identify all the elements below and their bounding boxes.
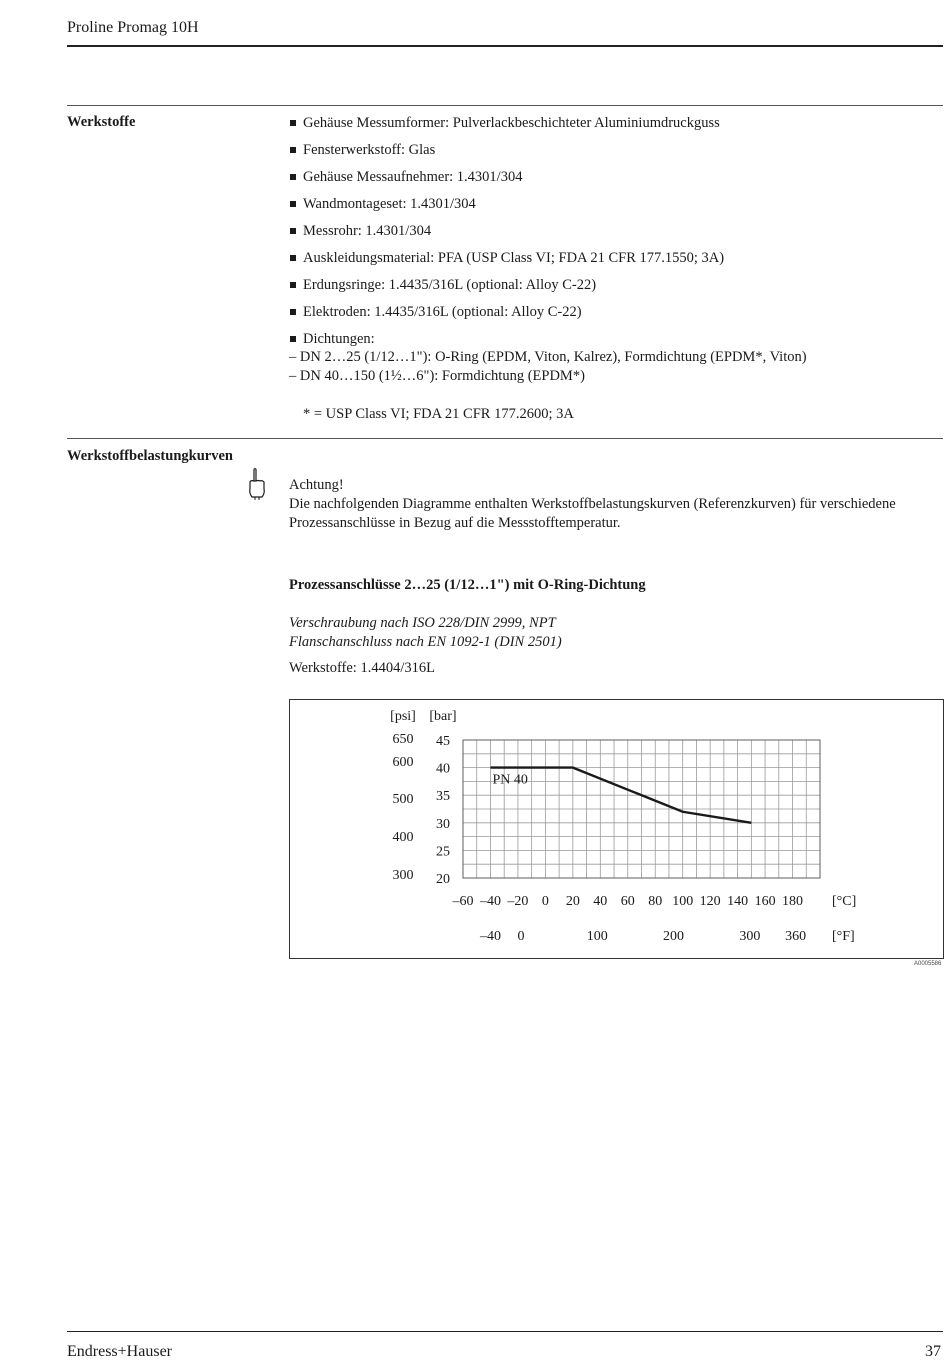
secondary-x-tick-label: 300 [739, 929, 761, 944]
x-tick-label: 100 [672, 894, 694, 909]
caution-note [289, 476, 943, 533]
list-item: Fensterwerkstoff: Glas [289, 141, 807, 168]
secondary-x-axis-label: [°F] [832, 929, 855, 944]
y-tick-label: 25 [436, 844, 450, 860]
list-item: Gehäuse Messumformer: Pulverlackbeschichteter Aluminiumdruckguss [289, 114, 807, 141]
caution-title: Achtung! [289, 477, 344, 493]
secondary-y-tick-label: 300 [392, 868, 414, 884]
secondary-x-tick-label: 100 [586, 929, 608, 944]
list-item: Elektroden: 1.4435/316L (optional: Alloy C-22) [289, 303, 807, 330]
subsection-title: Prozessanschlüsse 2…25 (1/12…1") mit O-Ring-Dichtung [289, 577, 646, 593]
x-tick-label: 40 [593, 894, 608, 909]
seal-item: – DN 2…25 (1/12…1"): O-Ring (EPDM, Viton, Kalrez), Formdichtung (EPDM*, Viton) [289, 349, 807, 365]
secondary-y-axis-label: [psi] [390, 709, 416, 724]
x-tick-label: 160 [754, 894, 776, 909]
secondary-x-tick-label: 0 [517, 929, 525, 944]
x-tick-label: –40 [479, 894, 501, 909]
list-item: Auskleidungsmaterial: PFA (USP Class VI; FDA 21 CFR 177.1550; 3A) [289, 249, 807, 276]
y-axis-label: [bar] [429, 709, 457, 724]
section-rule-materials [67, 105, 943, 106]
x-tick-label: 20 [565, 894, 580, 909]
footer-company: Endress+Hauser [67, 1343, 172, 1360]
list-item-seals [289, 330, 807, 386]
secondary-x-tick-label: 360 [785, 929, 807, 944]
standard-line-2: Flanschanschluss nach EN 1092-1 (DIN 2501) [289, 634, 562, 650]
caution-text: Die nachfolgenden Diagramme enthalten Werkstoffbelastungskurven (Referenzkurven) für verschiedene Prozessanschlüsse in Bezug auf die Messstofftemperatur. [289, 496, 896, 531]
y-tick-label: 30 [436, 816, 450, 832]
pressure-temperature-chart [289, 699, 944, 959]
secondary-y-tick-label: 600 [392, 755, 414, 771]
seals-label: Dichtungen: [303, 331, 375, 347]
series-label-pn40: PN 40 [492, 772, 528, 788]
pointing-hand-icon [244, 467, 266, 501]
x-tick-label: 0 [541, 894, 549, 909]
seal-item: – DN 40…150 (1½…6"): Formdichtung (EPDM*) [289, 368, 585, 384]
secondary-y-tick-label: 500 [392, 792, 414, 808]
y-tick-label: 35 [436, 789, 450, 805]
page-number: 37 [925, 1343, 941, 1360]
x-tick-label: 80 [648, 894, 663, 909]
x-tick-label: 180 [782, 894, 804, 909]
standard-line-1: Verschraubung nach ISO 228/DIN 2999, NPT [289, 615, 556, 631]
secondary-y-tick-label: 650 [392, 732, 414, 748]
materials-list [289, 114, 807, 386]
secondary-y-tick-label: 400 [392, 830, 414, 846]
materials-line: Werkstoffe: 1.4404/316L [289, 660, 435, 676]
x-tick-label: 140 [727, 894, 749, 909]
footer-rule [67, 1331, 943, 1332]
x-axis-label: [°C] [832, 894, 857, 909]
list-item: Gehäuse Messaufnehmer: 1.4301/304 [289, 168, 807, 195]
section-label-materials: Werkstoffe [67, 114, 136, 130]
y-tick-label: 40 [436, 761, 450, 777]
x-tick-label: 120 [699, 894, 721, 909]
header-rule [67, 45, 943, 47]
x-tick-label: –60 [452, 894, 474, 909]
y-tick-label: 20 [436, 872, 450, 887]
secondary-x-tick-label: –40 [479, 929, 501, 944]
figure-code: A0005586 [914, 961, 942, 967]
connection-standards [289, 614, 562, 652]
section-rule-load-curves [67, 438, 943, 439]
list-item: Erdungsringe: 1.4435/316L (optional: Alloy C-22) [289, 276, 807, 303]
y-tick-label: 45 [436, 734, 450, 749]
list-item: Messrohr: 1.4301/304 [289, 222, 807, 249]
list-item: Wandmontageset: 1.4301/304 [289, 195, 807, 222]
section-label-load-curves: Werkstoffbelastungkurven [67, 448, 233, 464]
x-tick-label: 60 [620, 894, 635, 909]
page-header-title: Proline Promag 10H [67, 19, 199, 36]
secondary-x-tick-label: 200 [663, 929, 685, 944]
x-tick-label: –20 [507, 894, 529, 909]
materials-footnote: * = USP Class VI; FDA 21 CFR 177.2600; 3A [303, 406, 574, 422]
